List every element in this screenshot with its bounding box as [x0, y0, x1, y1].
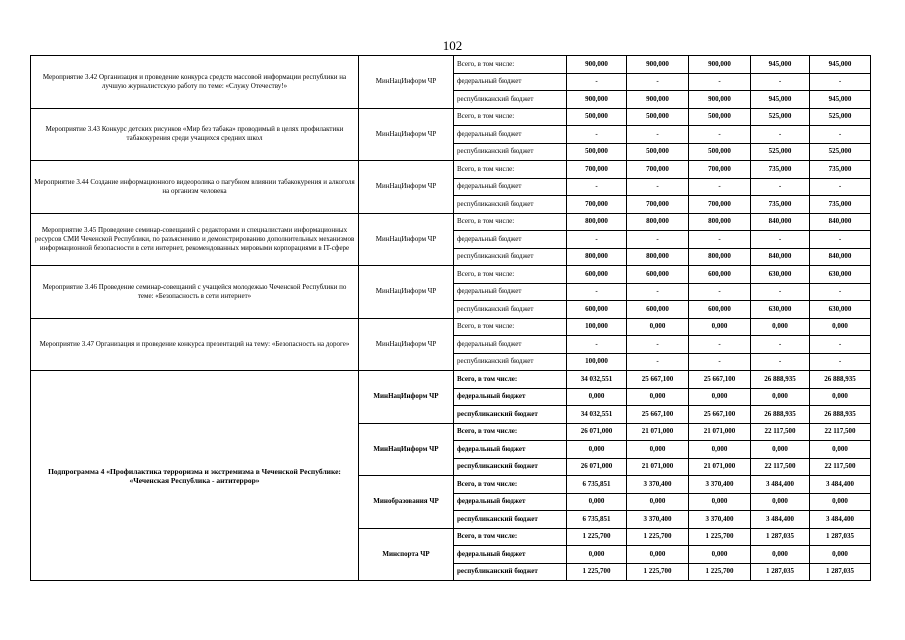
funding-source: республиканский бюджет	[454, 511, 567, 529]
value-cell: 21 071,000	[689, 423, 751, 441]
funding-source: Всего, в том числе:	[454, 423, 567, 441]
value-cell: 800,000	[689, 213, 751, 231]
value-cell: -	[751, 73, 810, 91]
value-cell: 600,000	[627, 301, 689, 319]
value-cell: 25 667,100	[689, 371, 751, 389]
value-cell: 735,000	[751, 161, 810, 179]
value-cell: 945,000	[810, 91, 871, 109]
value-cell: 6 735,851	[567, 476, 627, 494]
funding-source: республиканский бюджет	[454, 353, 567, 371]
budget-table	[30, 55, 871, 581]
value-cell: 3 484,400	[810, 511, 871, 529]
value-cell: 840,000	[751, 213, 810, 231]
value-cell: 0,000	[627, 318, 689, 336]
value-cell: -	[810, 231, 871, 249]
table-row	[31, 56, 871, 74]
value-cell: 0,000	[567, 546, 627, 564]
value-cell: 900,000	[567, 56, 627, 74]
value-cell: 500,000	[567, 143, 627, 161]
funding-source: республиканский бюджет	[454, 458, 567, 476]
value-cell: 800,000	[567, 248, 627, 266]
page-number: 102	[442, 38, 463, 53]
value-cell: 21 071,000	[627, 458, 689, 476]
value-cell: -	[567, 336, 627, 354]
value-cell: 100,000	[567, 318, 627, 336]
value-cell: 3 370,400	[689, 476, 751, 494]
value-cell: 840,000	[810, 213, 871, 231]
value-cell: 600,000	[627, 266, 689, 284]
value-cell: 735,000	[810, 161, 871, 179]
value-cell: 630,000	[751, 301, 810, 319]
value-cell: 25 667,100	[689, 406, 751, 424]
value-cell: 525,000	[751, 143, 810, 161]
value-cell: 700,000	[567, 161, 627, 179]
value-cell: 3 370,400	[627, 511, 689, 529]
funding-source: федеральный бюджет	[454, 546, 567, 564]
value-cell: -	[751, 353, 810, 371]
measure-title: Мероприятие 3.44 Создание информационного видеоролика о пагубном влиянии табакокурения и алкоголя на организм человека	[31, 161, 359, 214]
value-cell: 1 225,700	[567, 528, 627, 546]
value-cell: 525,000	[751, 108, 810, 126]
value-cell: -	[567, 283, 627, 301]
value-cell: 735,000	[751, 196, 810, 214]
value-cell: 630,000	[751, 266, 810, 284]
value-cell: 1 225,700	[627, 563, 689, 581]
value-cell: 1 225,700	[567, 563, 627, 581]
value-cell: 22 117,500	[751, 458, 810, 476]
funding-source: республиканский бюджет	[454, 563, 567, 581]
funding-source: республиканский бюджет	[454, 406, 567, 424]
value-cell: -	[751, 126, 810, 144]
value-cell: 21 071,000	[627, 423, 689, 441]
value-cell: 700,000	[627, 196, 689, 214]
funding-source: федеральный бюджет	[454, 336, 567, 354]
value-cell: -	[751, 283, 810, 301]
value-cell: 26 888,935	[751, 371, 810, 389]
value-cell: 1 225,700	[689, 563, 751, 581]
executor-cell: МинНацИнформ ЧР	[359, 56, 454, 109]
value-cell: -	[627, 178, 689, 196]
value-cell: 1 287,035	[751, 563, 810, 581]
value-cell: 900,000	[627, 91, 689, 109]
funding-source: федеральный бюджет	[454, 126, 567, 144]
funding-source: Всего, в том числе:	[454, 161, 567, 179]
value-cell: 0,000	[627, 546, 689, 564]
value-cell: 0,000	[810, 318, 871, 336]
value-cell: 34 032,551	[567, 371, 627, 389]
funding-source: Всего, в том числе:	[454, 56, 567, 74]
value-cell: 3 484,400	[751, 476, 810, 494]
value-cell: 525,000	[810, 143, 871, 161]
value-cell: 600,000	[689, 266, 751, 284]
funding-source: федеральный бюджет	[454, 283, 567, 301]
funding-source: федеральный бюджет	[454, 73, 567, 91]
value-cell: 0,000	[689, 441, 751, 459]
measure-title: Мероприятие 3.43 Конкурс детских рисунков «Мир без табака» проводимый в целях профилактики табакокурения среди учащихся средних школ	[31, 108, 359, 161]
funding-source: федеральный бюджет	[454, 441, 567, 459]
value-cell: 0,000	[751, 441, 810, 459]
value-cell: 22 117,500	[810, 458, 871, 476]
executor-cell: МинНацИнформ ЧР	[359, 423, 454, 476]
value-cell: 22 117,500	[810, 423, 871, 441]
table-row	[31, 318, 871, 336]
value-cell: 0,000	[751, 493, 810, 511]
value-cell: -	[567, 231, 627, 249]
value-cell: -	[627, 283, 689, 301]
value-cell: 3 484,400	[810, 476, 871, 494]
value-cell: 0,000	[751, 388, 810, 406]
value-cell: 22 117,500	[751, 423, 810, 441]
value-cell: 100,000	[567, 353, 627, 371]
value-cell: 26 071,000	[567, 423, 627, 441]
value-cell: -	[627, 126, 689, 144]
executor-cell: Минспорта ЧР	[359, 528, 454, 581]
value-cell: -	[567, 73, 627, 91]
value-cell: 6 735,851	[567, 511, 627, 529]
value-cell: 26 888,935	[751, 406, 810, 424]
value-cell: 0,000	[810, 441, 871, 459]
value-cell: 0,000	[567, 493, 627, 511]
funding-source: Всего, в том числе:	[454, 476, 567, 494]
value-cell: 0,000	[751, 318, 810, 336]
measure-title: Мероприятие 3.46 Проведение семинар-совещаний с учащейся молодежью Чеченской Республики по теме: «Безопасность в сети интернет»	[31, 266, 359, 319]
value-cell: -	[689, 231, 751, 249]
table-row	[31, 371, 871, 389]
value-cell: 900,000	[627, 56, 689, 74]
value-cell: 600,000	[567, 301, 627, 319]
value-cell: 0,000	[627, 388, 689, 406]
executor-cell: МинНацИнформ ЧР	[359, 108, 454, 161]
executor-cell: МинНацИнформ ЧР	[359, 371, 454, 424]
table-row	[31, 213, 871, 231]
value-cell: 0,000	[810, 388, 871, 406]
value-cell: 0,000	[689, 493, 751, 511]
funding-source: федеральный бюджет	[454, 231, 567, 249]
value-cell: 900,000	[689, 91, 751, 109]
value-cell: 25 667,100	[627, 406, 689, 424]
value-cell: 900,000	[567, 91, 627, 109]
value-cell: 700,000	[627, 161, 689, 179]
value-cell: 800,000	[627, 248, 689, 266]
value-cell: 0,000	[627, 493, 689, 511]
funding-source: Всего, в том числе:	[454, 108, 567, 126]
executor-cell: МинНацИнформ ЧР	[359, 318, 454, 371]
funding-source: республиканский бюджет	[454, 248, 567, 266]
value-cell: 945,000	[810, 56, 871, 74]
value-cell: 500,000	[567, 108, 627, 126]
value-cell: 945,000	[751, 91, 810, 109]
value-cell: 630,000	[810, 266, 871, 284]
value-cell: 26 888,935	[810, 406, 871, 424]
value-cell: -	[689, 353, 751, 371]
value-cell: 800,000	[627, 213, 689, 231]
value-cell: 1 225,700	[689, 528, 751, 546]
funding-source: федеральный бюджет	[454, 388, 567, 406]
table-row	[31, 161, 871, 179]
measure-title: Мероприятие 3.42 Организация и проведение конкурса средств массовой информации республики на лучшую журналистскую работу по теме: «Служу Отечеству!»	[31, 56, 359, 109]
funding-source: республиканский бюджет	[454, 143, 567, 161]
executor-cell: МинНацИнформ ЧР	[359, 161, 454, 214]
funding-source: республиканский бюджет	[454, 196, 567, 214]
table-row	[31, 266, 871, 284]
table-row	[31, 108, 871, 126]
funding-source: Всего, в том числе:	[454, 266, 567, 284]
value-cell: -	[689, 126, 751, 144]
value-cell: 800,000	[567, 213, 627, 231]
value-cell: -	[810, 178, 871, 196]
value-cell: 1 225,700	[627, 528, 689, 546]
value-cell: 800,000	[689, 248, 751, 266]
value-cell: 735,000	[810, 196, 871, 214]
value-cell: 630,000	[810, 301, 871, 319]
funding-source: республиканский бюджет	[454, 301, 567, 319]
value-cell: -	[627, 353, 689, 371]
value-cell: 1 287,035	[810, 563, 871, 581]
value-cell: 0,000	[810, 493, 871, 511]
value-cell: 0,000	[810, 546, 871, 564]
value-cell: -	[810, 353, 871, 371]
value-cell: 21 071,000	[689, 458, 751, 476]
funding-source: федеральный бюджет	[454, 493, 567, 511]
value-cell: 1 287,035	[810, 528, 871, 546]
value-cell: -	[810, 126, 871, 144]
value-cell: 1 287,035	[751, 528, 810, 546]
value-cell: 26 888,935	[810, 371, 871, 389]
value-cell: -	[810, 283, 871, 301]
value-cell: -	[689, 336, 751, 354]
value-cell: 0,000	[689, 546, 751, 564]
value-cell: 700,000	[567, 196, 627, 214]
value-cell: 500,000	[689, 108, 751, 126]
value-cell: 25 667,100	[627, 371, 689, 389]
value-cell: 3 370,400	[627, 476, 689, 494]
value-cell: 500,000	[627, 143, 689, 161]
value-cell: -	[567, 126, 627, 144]
value-cell: 0,000	[689, 388, 751, 406]
value-cell: 525,000	[810, 108, 871, 126]
executor-cell: МинНацИнформ ЧР	[359, 213, 454, 266]
subprogram-title: Подпрограмма 4 «Профилактика терроризма и экстремизма в Чеченской Республике: «Чеченская Республика - антитеррор»	[31, 371, 359, 581]
value-cell: 3 484,400	[751, 511, 810, 529]
funding-source: республиканский бюджет	[454, 91, 567, 109]
value-cell: -	[567, 178, 627, 196]
executor-cell: Минобразования ЧР	[359, 476, 454, 529]
value-cell: -	[689, 283, 751, 301]
value-cell: -	[751, 178, 810, 196]
value-cell: -	[751, 231, 810, 249]
value-cell: 34 032,551	[567, 406, 627, 424]
value-cell: -	[627, 231, 689, 249]
value-cell: -	[689, 178, 751, 196]
value-cell: -	[689, 73, 751, 91]
executor-cell: МинНацИнформ ЧР	[359, 266, 454, 319]
value-cell: 840,000	[810, 248, 871, 266]
value-cell: 840,000	[751, 248, 810, 266]
value-cell: 0,000	[689, 318, 751, 336]
measure-title: Мероприятие 3.47 Организация и проведение конкурса презентаций на тему: «Безопасность на дороге»	[31, 318, 359, 371]
value-cell: 700,000	[689, 161, 751, 179]
value-cell: -	[627, 73, 689, 91]
value-cell: 945,000	[751, 56, 810, 74]
funding-source: Всего, в том числе:	[454, 528, 567, 546]
value-cell: 600,000	[689, 301, 751, 319]
funding-source: Всего, в том числе:	[454, 371, 567, 389]
value-cell: 26 071,000	[567, 458, 627, 476]
value-cell: 700,000	[689, 196, 751, 214]
value-cell: 600,000	[567, 266, 627, 284]
value-cell: 0,000	[751, 546, 810, 564]
value-cell: 500,000	[627, 108, 689, 126]
measure-title: Мероприятие 3.45 Проведение семинар-совещаний с редакторами и специалистами информационных ресурсов СМИ Чеченской Республики, по разъяснению и демонстрированию дополнительных механизмов информационной безопасности в сети интернет, рекомендованных мировыми корпорациями в IT-сфере	[31, 213, 359, 266]
value-cell: 500,000	[689, 143, 751, 161]
value-cell: 900,000	[689, 56, 751, 74]
value-cell: -	[810, 73, 871, 91]
value-cell: -	[751, 336, 810, 354]
value-cell: -	[627, 336, 689, 354]
funding-source: федеральный бюджет	[454, 178, 567, 196]
value-cell: 3 370,400	[689, 511, 751, 529]
value-cell: 0,000	[567, 388, 627, 406]
funding-source: Всего, в том числе:	[454, 213, 567, 231]
value-cell: 0,000	[627, 441, 689, 459]
value-cell: -	[810, 336, 871, 354]
funding-source: Всего, в том числе:	[454, 318, 567, 336]
value-cell: 0,000	[567, 441, 627, 459]
